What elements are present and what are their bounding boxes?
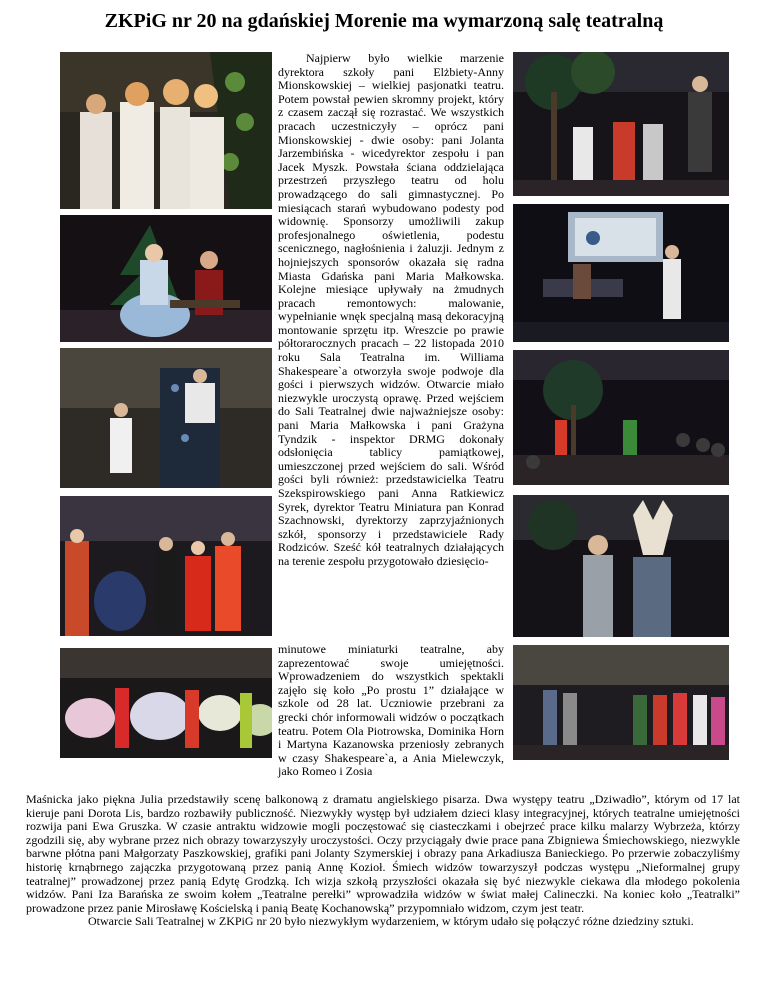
article-paragraph-1: Najpierw było wielkie marzenie dyrektora szkoły pani Elżbiety-Anny Mionskowskiej – wielkiej pasjonatki teatru. Potem powstał pewien skromny projekt, który z czasem zaczął się rozrastać. We wszystkich pracach uczestniczyły – oprócz pani Mionskowskiej - dwie osoby: pani Jolanta Jarzembińska - wicedyrektor zespołu i pan Jacek Myszk. Powstała ściana oddzielająca przestrzeń przyszłego teatru od holu prowadzącego do sali gimnastycznej. Po miesiącach starań wybudowano podesty pod widownię. Sponsorzy umożliwili zakup profesjonalnego oświetlenia, podestu scenicznego, nagłośnienia i żaluzji. Jednym z hojniejszych sponsorów okazała się radna Miasta Gdańska pani Maria Małkowska. Kolejne miesiące upływały na żmudnych pracach remontowych: malowanie, wypełnianie wnęk specjalną masą dekoracyjną montowanie sprzętu itp. Wreszcie po prawie półtorarocznych pracach – 22 listopada 2010 roku Sala Teatralna im. Williama Shakespeare`a otworzyła swoje podwoje dla gości i pierwszych widzów. Otwarcie miało niezwykle uroczystą oprawę. Przed wejściem do Sali Teatralnej dwie najważniejsze osoby: pani Maria Małkowska i pani Grażyna Tyndzik - inspektor DRMG dokonały odsłonięcia tablicy pamiątkowej, umieszczonej przed wejściem do sali. Wśród gości byli również: przedstawicielka Teatru Szekspirowskiego pani Anna Ratkiewicz Syrek, dyrektor Teatru Miniatura pan Konrad Szachnowski, dyrektorzy zaprzyjaźnionych szkół, sponsorzy i przedstawiciele Rady Rodziców. Sześć kół teatralnych działających na terenie zespołu przygotowało dziesięcio-: [278, 51, 504, 568]
photo-stage-line-icon: [513, 645, 729, 760]
photo-goat-mask-icon: [513, 495, 729, 637]
photo-stage-audience-icon: [513, 350, 729, 485]
photo-screen-table-icon: [513, 204, 729, 342]
page-title: ZKPiG nr 20 na gdańskiej Morenie ma wymarzoną salę teatralną: [104, 10, 664, 32]
article-bottom-text: [26, 793, 740, 929]
photo-stage-trees-icon: [513, 52, 729, 196]
article-closing-paragraph: Otwarcie Sali Teatralnej w ZKPiG nr 20 było niezwykłym wydarzeniem, w którym udało się połączyć różne dziedziny sztuki.: [88, 914, 694, 929]
photo-princess-bench-icon: [60, 215, 272, 342]
photo-costumed-group-icon: [60, 496, 272, 636]
article-continuation-text: [278, 643, 504, 779]
photo-narrators-set-icon: [60, 348, 272, 488]
photo-umbrellas-icon: [60, 648, 272, 758]
photo-children-masks-icon: [60, 52, 272, 209]
article-paragraph-2: minutowe miniaturki teatralne, aby zaprezentować swoje umiejętności. Wprowadzeniem do wszystkich spektakli zajęło się koło „Po prostu 1” działające w szkole od 28 lat. Uczniowie przebrani za grecki chór informowali widzów o początkach teatru. Potem Ola Piotrowska, Dominika Horn i Martyna Kazanowska przeniosły zebranych w czasy Shakespeare`a, a Ania Mielewczyk, jako Romeo i Zosia: [278, 642, 504, 779]
article-column-text: [278, 52, 504, 569]
article-paragraph-3: Maśnicka jako piękna Julia przedstawiły scenę balkonową z dramatu angielskiego pisarza. Dwa występy teatru „Dziwadło”, którym od 17 lat kieruje pani Dorota Lis, bardzo rozbawiły publiczność. Niezwykły występ był udziałem dzieci klasy integracyjnej, których teatralne umiejętności rozwija pani Ewa Gruszka. W czasie antraktu widzowie mogli poczęstować się ciasteczkami i obejrzeć prace kilku malarzy Wybrzeża, którzy zgodzili się, aby wybrane przez nich obrazy towarzyszyły uroczystości. Oczy przyciągały dwie prace pana Zbigniewa Śmiechowskiego, niezwykle barwne płótna pani Małgorzaty Paszkowskiej, grafiki pani Jolanty Szymerskiej i obrazy pana Arkadiusza Banieckiego. Po przerwie zobaczyliśmy historię krnąbrnego zajączka przygotowaną przez panią Annę Kozioł. Śmiech widzów towarzyszył podczas występu „Nieformalnej grupy teatralnej” prowadzonej przez panią Edytę Grodzką. Ich wizja szkołą przyszłości okazała się być niezwykle ciekawa dla młodego pokolenia widzów. Pani Iza Barańska ze swoim kołem „Teatralne perełki” wprowadziła widzów w świat małej Calineczki. Na koniec koło „Teatralki” prowadzone przez panie Mirosławę Kościelską i panią Beatę Kochanowską” przypomniało widzom, czym jest teatr.: [26, 792, 740, 915]
